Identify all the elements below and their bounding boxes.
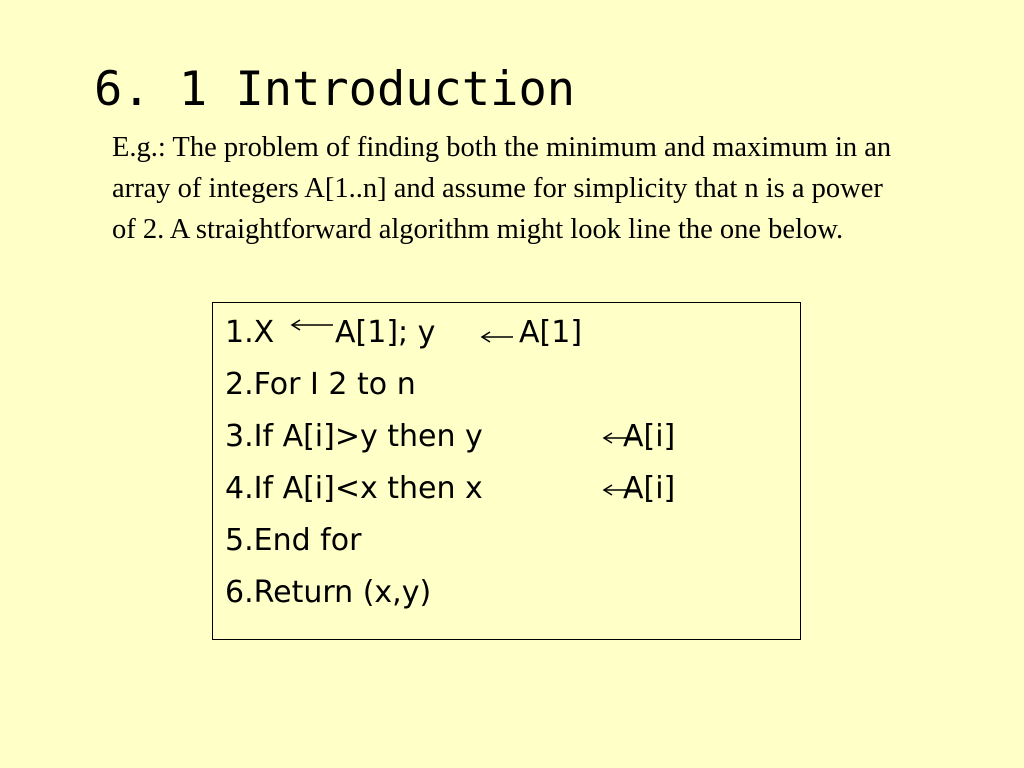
algorithm-line-3-end: A[i] [623,419,676,454]
algorithm-line-3-prefix: 3.If A[i]>y then y [225,419,483,454]
algorithm-line-2: 2.For I 2 to n [225,367,416,402]
algorithm-line-1-prefix: 1.X [225,315,275,350]
slide-title: 6. 1 Introduction [94,62,576,117]
algorithm-line-6: 6.Return (x,y) [225,575,432,610]
algorithm-line-1-middle: A[1]; y [335,315,436,350]
algorithm-line-4-end: A[i] [623,471,676,506]
algorithm-box [212,302,801,640]
left-arrow-icon [479,329,515,345]
algorithm-line-4-prefix: 4.If A[i]<x then x [225,471,483,506]
left-arrow-icon [289,317,335,333]
algorithm-line-5: 5.End for [225,523,362,558]
intro-paragraph: E.g.: The problem of finding both the minimum and maximum in an array of integers A[1..n] and assume for simplicity that n is a power of 2. A straightforward algorithm might look line the one below. [112,132,892,245]
algorithm-line-1-end: A[1] [519,315,583,350]
